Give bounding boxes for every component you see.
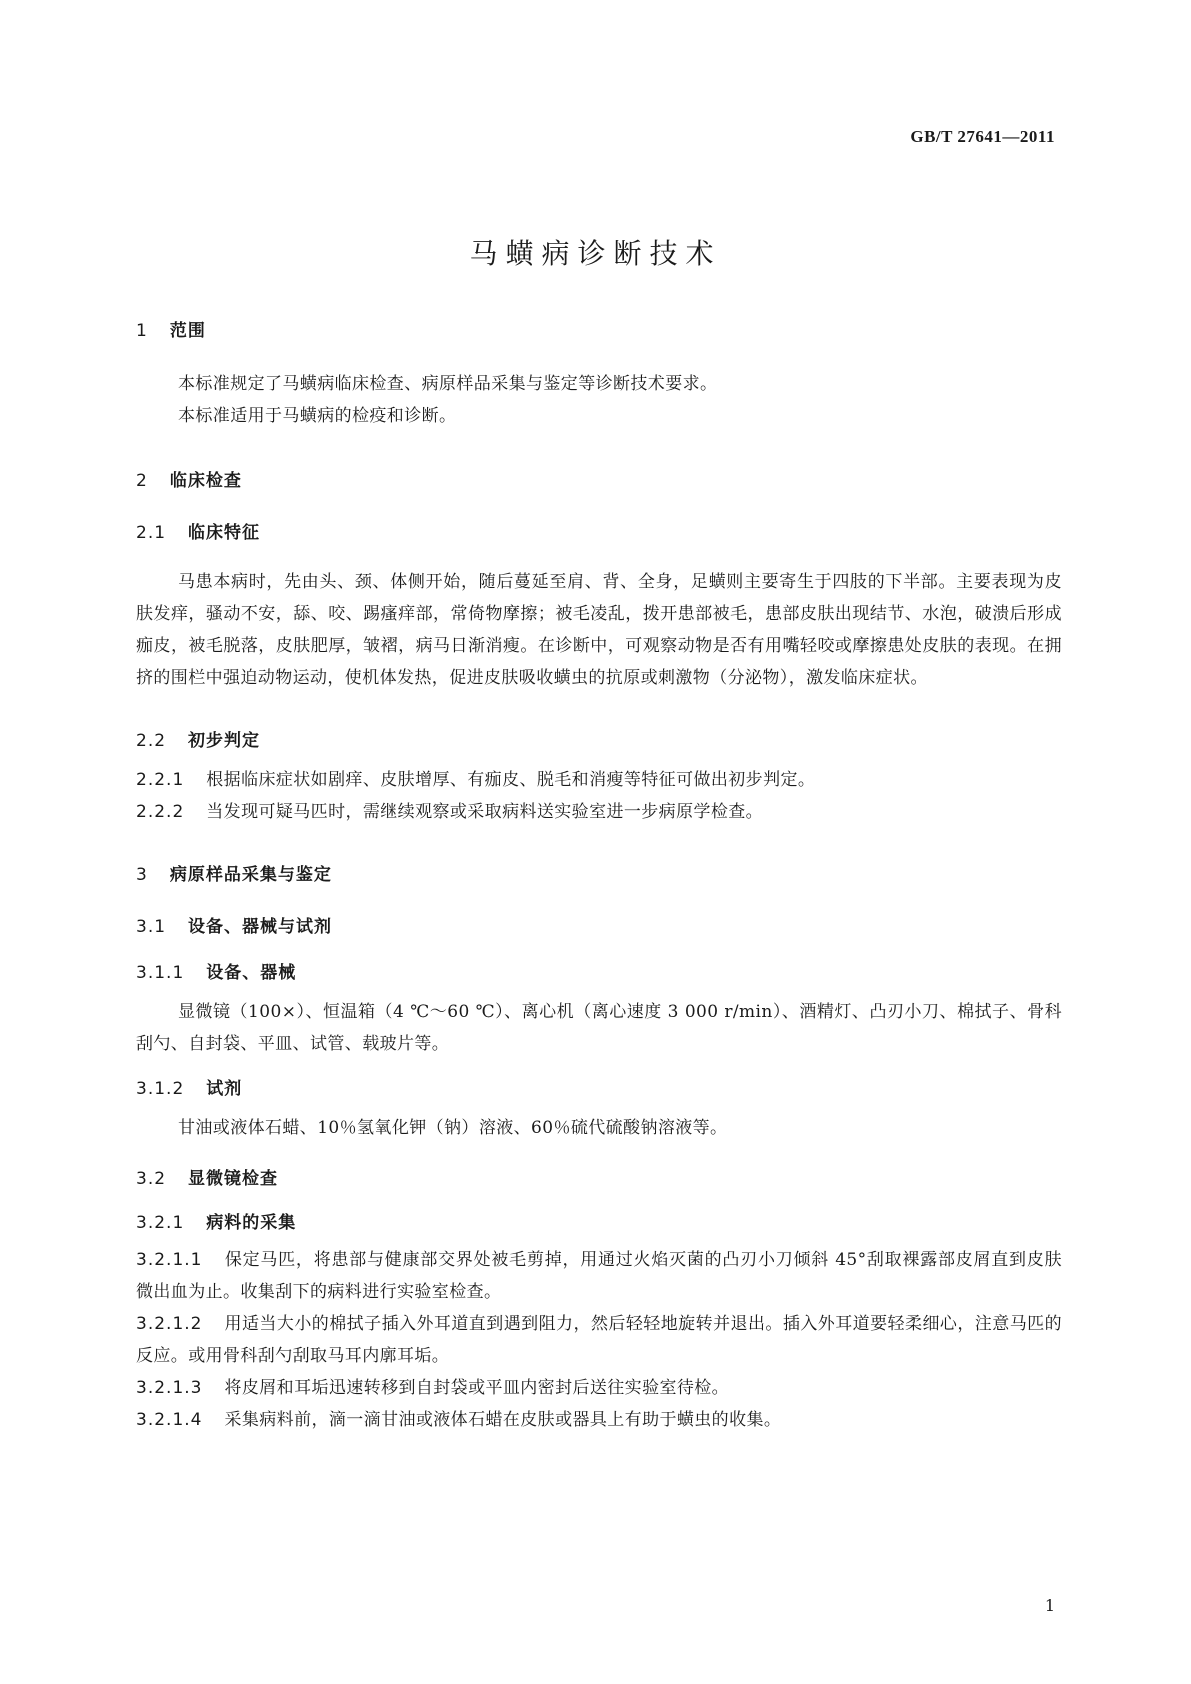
- section-3-1-1-heading: [136, 958, 296, 983]
- page-number: 1: [1044, 1596, 1055, 1615]
- section-3-1-heading: [136, 912, 332, 937]
- clause-number: 2.2.2: [136, 802, 185, 822]
- clause: [136, 1244, 1062, 1308]
- section-title: 病原样品采集与鉴定: [169, 865, 332, 885]
- section-1-heading: [136, 316, 206, 341]
- section-title: 设备、器械与试剂: [188, 917, 333, 937]
- section-number: 3.1.1: [136, 963, 185, 983]
- clause: [136, 764, 1062, 796]
- section-title: 试剂: [206, 1079, 243, 1099]
- section-number: 3.2.1: [136, 1213, 185, 1233]
- paragraph: 本标准规定了马蟥病临床检查、病原样品采集与鉴定等诊断技术要求。: [178, 374, 718, 394]
- section-3-2-heading: [136, 1164, 278, 1189]
- section-title: 病料的采集: [206, 1213, 297, 1233]
- section-number: 3.2: [136, 1169, 167, 1189]
- clause-text: 保定马匹，将患部与健康部交界处被毛剪掉，用通过火焰灭菌的凸刃小刀倾斜 45°刮取裸露部皮屑直到皮肤微出血为止。收集刮下的病料进行实验室检查。: [136, 1250, 1062, 1302]
- clause-number: 3.2.1.2: [136, 1314, 203, 1334]
- paragraph: 马患本病时，先由头、颈、体侧开始，随后蔓延至肩、背、全身，足蟥则主要寄生于四肢的下半部。主要表现为皮肤发痒，骚动不安，舔、咬、踢瘙痒部，常倚物摩擦；被毛凌乱，拨开患部被毛，患部皮肤出现结节、水泡，破溃后形成痂皮，被毛脱落，皮肤肥厚，皱褶，病马日渐消瘦。在诊断中，可观察动物是否有用嘴轻咬或摩擦患处皮肤的表现。在拥挤的围栏中强迫动物运动，使机体发热，促进皮肤吸收蟥虫的抗原或刺激物（分泌物），激发临床症状。: [136, 572, 1062, 688]
- section-title: 范围: [169, 321, 206, 341]
- clause: [136, 796, 1062, 828]
- clause-text: 将皮屑和耳垢迅速转移到自封袋或平皿内密封后送往实验室待检。: [224, 1378, 730, 1398]
- clause-number: 3.2.1.1: [136, 1250, 203, 1270]
- section-number: 2: [136, 471, 148, 491]
- section-title: 临床特征: [188, 523, 261, 543]
- section-number: 3.1.2: [136, 1079, 185, 1099]
- section-3-heading: [136, 860, 332, 885]
- clause-text: 用适当大小的棉拭子插入外耳道直到遇到阻力，然后轻轻地旋转并退出。插入外耳道要轻柔细心，注意马匹的反应。或用骨科刮勺刮取马耳内廓耳垢。: [136, 1314, 1062, 1366]
- clause-text: 当发现可疑马匹时，需继续观察或采取病料送实验室进一步病原学检查。: [206, 802, 764, 822]
- clause-text: 根据临床症状如剧痒、皮肤增厚、有痂皮、脱毛和消瘦等特征可做出初步判定。: [206, 770, 816, 790]
- section-number: 2.2: [136, 731, 167, 751]
- section-2-2-heading: [136, 726, 260, 751]
- paragraph: 显微镜（100×）、恒温箱（4 ℃～60 ℃）、离心机（离心速度 3 000 r/min）、酒精灯、凸刃小刀、棉拭子、骨科刮勺、自封袋、平皿、试管、载玻片等。: [136, 1002, 1062, 1054]
- clause-number: 3.2.1.3: [136, 1378, 203, 1398]
- clause-number: 2.2.1: [136, 770, 185, 790]
- section-2-1-heading: [136, 518, 260, 543]
- clause: [136, 1308, 1062, 1372]
- section-3-2-1-heading: [136, 1208, 296, 1233]
- section-number: 3: [136, 865, 148, 885]
- clause-text: 采集病料前，滴一滴甘油或液体石蜡在皮肤或器具上有助于蟥虫的收集。: [224, 1410, 782, 1430]
- clause-number: 3.2.1.4: [136, 1410, 203, 1430]
- clause: [136, 1372, 1062, 1404]
- section-number: 1: [136, 321, 148, 341]
- section-title: 设备、器械: [206, 963, 297, 983]
- section-title: 初步判定: [188, 731, 261, 751]
- section-title: 显微镜检查: [188, 1169, 279, 1189]
- paragraph: 本标准适用于马蟥病的检疫和诊断。: [178, 406, 457, 426]
- document-title: 马蟥病诊断技术: [469, 237, 722, 270]
- section-number: 3.1: [136, 917, 167, 937]
- section-2-heading: [136, 466, 242, 491]
- standard-number: GB/T 27641—2011: [910, 127, 1055, 146]
- section-title: 临床检查: [169, 471, 242, 491]
- section-number: 2.1: [136, 523, 167, 543]
- clause: [136, 1404, 1062, 1436]
- paragraph: 甘油或液体石蜡、10％氢氧化钾（钠）溶液、60％硫代硫酸钠溶液等。: [178, 1118, 728, 1138]
- section-3-1-2-heading: [136, 1074, 242, 1099]
